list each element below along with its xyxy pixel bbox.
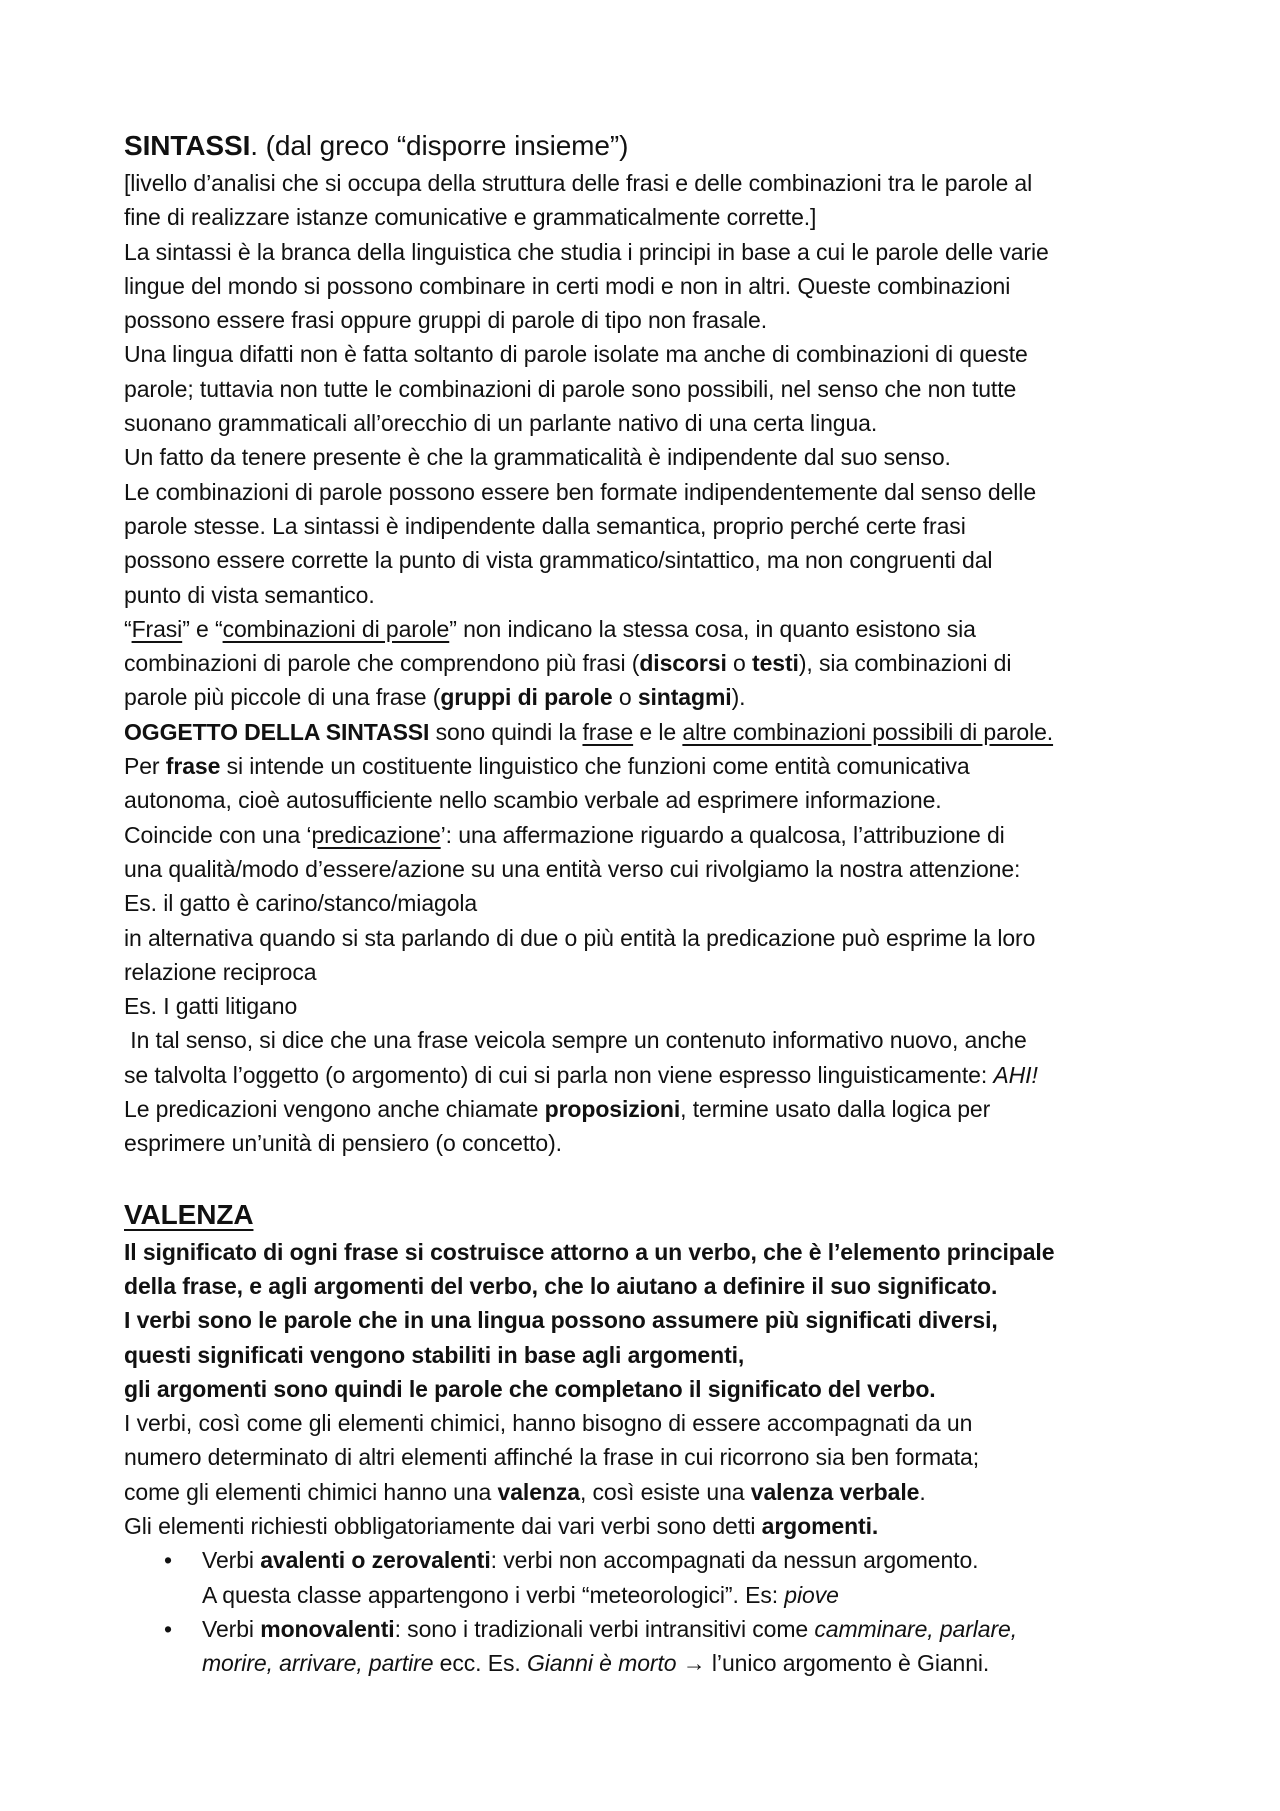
paragraph-line: autonoma, cioè autosufficiente nello scambio verbale ad esprimere informazione. [124, 787, 942, 814]
paragraph-line: Es. il gatto è carino/stanco/miagola [124, 890, 478, 917]
bullet-continuation [124, 1646, 1184, 1680]
text-span: . [919, 1478, 926, 1505]
bold-line [124, 1372, 1184, 1406]
text-span: se talvolta l’oggetto (o argomento) di cui si parla non viene espresso linguisticamente: [124, 1061, 994, 1088]
bold-proposizioni: proposizioni [544, 1096, 681, 1123]
underlined-altre: altre combinazioni possibili di parole. [682, 718, 1054, 745]
bold-line [124, 1269, 1184, 1303]
text-span: ” non indicano la stessa cosa, in quanto esistono sia [449, 615, 976, 642]
text-span: Verbi [202, 1615, 261, 1642]
text-span: sono quindi la [429, 718, 583, 745]
paragraph-line: possono essere frasi oppure gruppi di parole di tipo non frasale. [124, 307, 768, 334]
bold-text: della frase, e agli argomenti del verbo, che lo aiutano a definire il suo significato. [124, 1272, 998, 1299]
title-main: SINTASSI [124, 130, 251, 161]
predicazioni-line [124, 1092, 1184, 1126]
paragraph-line: lingue del mondo si possono combinare in certi modi e non in altri. Queste combinazioni [124, 272, 1011, 299]
underlined-combinazioni: combinazioni di parole [222, 615, 450, 642]
bullet-icon: • [164, 1615, 172, 1642]
bold-monovalenti: monovalenti [260, 1615, 395, 1642]
paragraph-line: una qualità/modo d’essere/azione su una entità verso cui rivolgiamo la nostra attenzione: [124, 855, 1021, 882]
paragraph-line: [livello d’analisi che si occupa della struttura delle frasi e delle combinazioni tra le parole al [124, 170, 1033, 196]
bold-valenza: valenza [497, 1478, 580, 1505]
bold-argomenti: argomenti. [761, 1512, 879, 1539]
paragraph-line: numero determinato di altri elementi affinché la frase in cui ricorrono sia ben formata; [124, 1444, 979, 1471]
bold-testi: testi [752, 650, 799, 677]
bold-valenza-verbale: valenza verbale [750, 1478, 920, 1505]
bold-text: I verbi sono le parole che in una lingua possono assumere più significati diversi, [124, 1307, 998, 1334]
underlined-frase: frase [582, 718, 634, 745]
page-title [124, 126, 1184, 166]
text-span: : sono i tradizionali verbi intransitivi come [394, 1615, 815, 1642]
italic-examples: camminare, parlare, [814, 1615, 1018, 1642]
italic-piove: piove [784, 1581, 839, 1608]
paragraph-line: In tal senso, si dice che una frase veicola sempre un contenuto informativo nuovo, anche [124, 1027, 1027, 1054]
paragraph-line: I verbi, così come gli elementi chimici, hanno bisogno di essere accompagnati da un [124, 1410, 973, 1437]
paragraph-line: fine di realizzare istanze comunicative e grammaticalmente corrette.] [124, 204, 817, 231]
text-span: ’: una affermazione riguardo a qualcosa, l’attribuzione di [440, 821, 1005, 848]
underlined-predicazione: predicazione [311, 821, 441, 848]
title-rest: . (dal greco “disporre insieme”) [250, 130, 629, 161]
bullet-item-monovalenti [124, 1612, 1184, 1646]
text-span: o [726, 650, 753, 677]
italic-gianni: Gianni è morto [526, 1650, 677, 1677]
text-span: e le [633, 718, 683, 745]
bold-text: questi significati vengono stabiliti in base agli argomenti, [124, 1341, 745, 1368]
paragraph-line: parole stesse. La sintassi è indipendente dalla semantica, proprio perché certe frasi [124, 512, 966, 539]
bullet-icon: • [164, 1547, 172, 1574]
text-span: : verbi non accompagnati da nessun argomento. [490, 1547, 979, 1574]
paragraph-line: Es. I gatti litigano [124, 993, 298, 1020]
text-span: , così esiste una [579, 1478, 751, 1505]
text-span: ), sia combinazioni di [798, 650, 1012, 677]
text-span: Coincide con una ‘ [124, 821, 312, 848]
bold-text: Il significato di ogni frase si costruisce attorno a un verbo, che è l’elemento principale [124, 1238, 1055, 1265]
bold-gruppi: gruppi di parole [440, 684, 613, 711]
bold-line [124, 1235, 1184, 1269]
text-span: ecc. Es. [433, 1650, 527, 1677]
bold-oggetto: OGGETTO DELLA SINTASSI [124, 718, 430, 745]
paragraph-line: esprimere un’unità di pensiero (o concetto). [124, 1130, 562, 1157]
paragraph-line: possono essere corrette la punto di vista grammatico/sintattico, ma non congruenti dal [124, 547, 993, 574]
paragraph-line: in alternativa quando si sta parlando di due o più entità la predicazione può esprime la loro [124, 924, 1036, 951]
bold-line [124, 1338, 1184, 1372]
italic-examples: morire, arrivare, partire [202, 1650, 434, 1677]
bullet-item-avalenti [124, 1543, 1184, 1577]
text-span: “ [124, 615, 132, 642]
text-span: Per [124, 753, 166, 780]
text-span: si intende un costituente linguistico che funzioni come entità comunicativa [220, 753, 970, 780]
per-frase-line [124, 749, 1184, 783]
paragraph-line: Una lingua difatti non è fatta soltanto di parole isolate ma anche di combinazioni di queste [124, 341, 1028, 368]
bold-text: gli argomenti sono quindi le parole che completano il significato del verbo. [124, 1375, 936, 1402]
text-span: o [612, 684, 638, 711]
frasi-line [124, 612, 1184, 646]
paragraph-line: relazione reciproca [124, 958, 317, 985]
text-span: , termine usato dalla logica per [680, 1096, 991, 1123]
paragraph-line: Le combinazioni di parole possono essere ben formate indipendentemente dal senso delle [124, 478, 1037, 505]
paragraph-line: punto di vista semantico. [124, 581, 375, 608]
paragraph-line: La sintassi è la branca della linguistica che studia i principi in base a cui le parole delle varie [124, 238, 1049, 265]
text-span: ” e “ [182, 615, 223, 642]
ahi-line [124, 1058, 1184, 1092]
gruppi-line [124, 680, 1184, 714]
text-span: Le predicazioni vengono anche chiamate [124, 1096, 545, 1123]
text-span: ). [731, 684, 746, 711]
valenza-heading: VALENZA [124, 1198, 254, 1230]
text-span: → l’unico argomento è Gianni. [676, 1650, 990, 1677]
bold-line [124, 1303, 1184, 1337]
discorsi-line [124, 646, 1184, 680]
bold-avalenti: avalenti o zerovalenti [260, 1547, 491, 1574]
bold-sintagmi: sintagmi [637, 684, 732, 711]
text-span: parole più piccole di una frase ( [124, 684, 441, 711]
document-page [124, 126, 1184, 1680]
section-gap [124, 1161, 1184, 1195]
paragraph-line: suonano grammaticali all’orecchio di un parlante nativo di una certa lingua. [124, 410, 878, 437]
paragraph-line: parole; tuttavia non tutte le combinazioni di parole sono possibili, nel senso che non tutte [124, 375, 1017, 402]
paragraph-line: Un fatto da tenere presente è che la grammaticalità è indipendente dal suo senso. [124, 444, 951, 471]
underlined-frasi: Frasi [131, 615, 183, 642]
italic-ahi: AHI! [993, 1061, 1038, 1088]
text-span: Gli elementi richiesti obbligatoriamente dai vari verbi sono detti [124, 1512, 762, 1539]
bold-discorsi: discorsi [639, 650, 727, 677]
argomenti-line [124, 1509, 1184, 1543]
bullet-continuation [124, 1578, 1184, 1612]
text-span: A questa classe appartengono i verbi “meteorologici”. Es: [202, 1581, 785, 1608]
text-span: Verbi [202, 1547, 261, 1574]
oggetto-line [124, 715, 1184, 749]
text-span: come gli elementi chimici hanno una [124, 1478, 498, 1505]
bold-frase: frase [165, 753, 221, 780]
chimici-line [124, 1475, 1184, 1509]
coincide-line [124, 818, 1184, 852]
text-span: combinazioni di parole che comprendono più frasi ( [124, 650, 640, 677]
